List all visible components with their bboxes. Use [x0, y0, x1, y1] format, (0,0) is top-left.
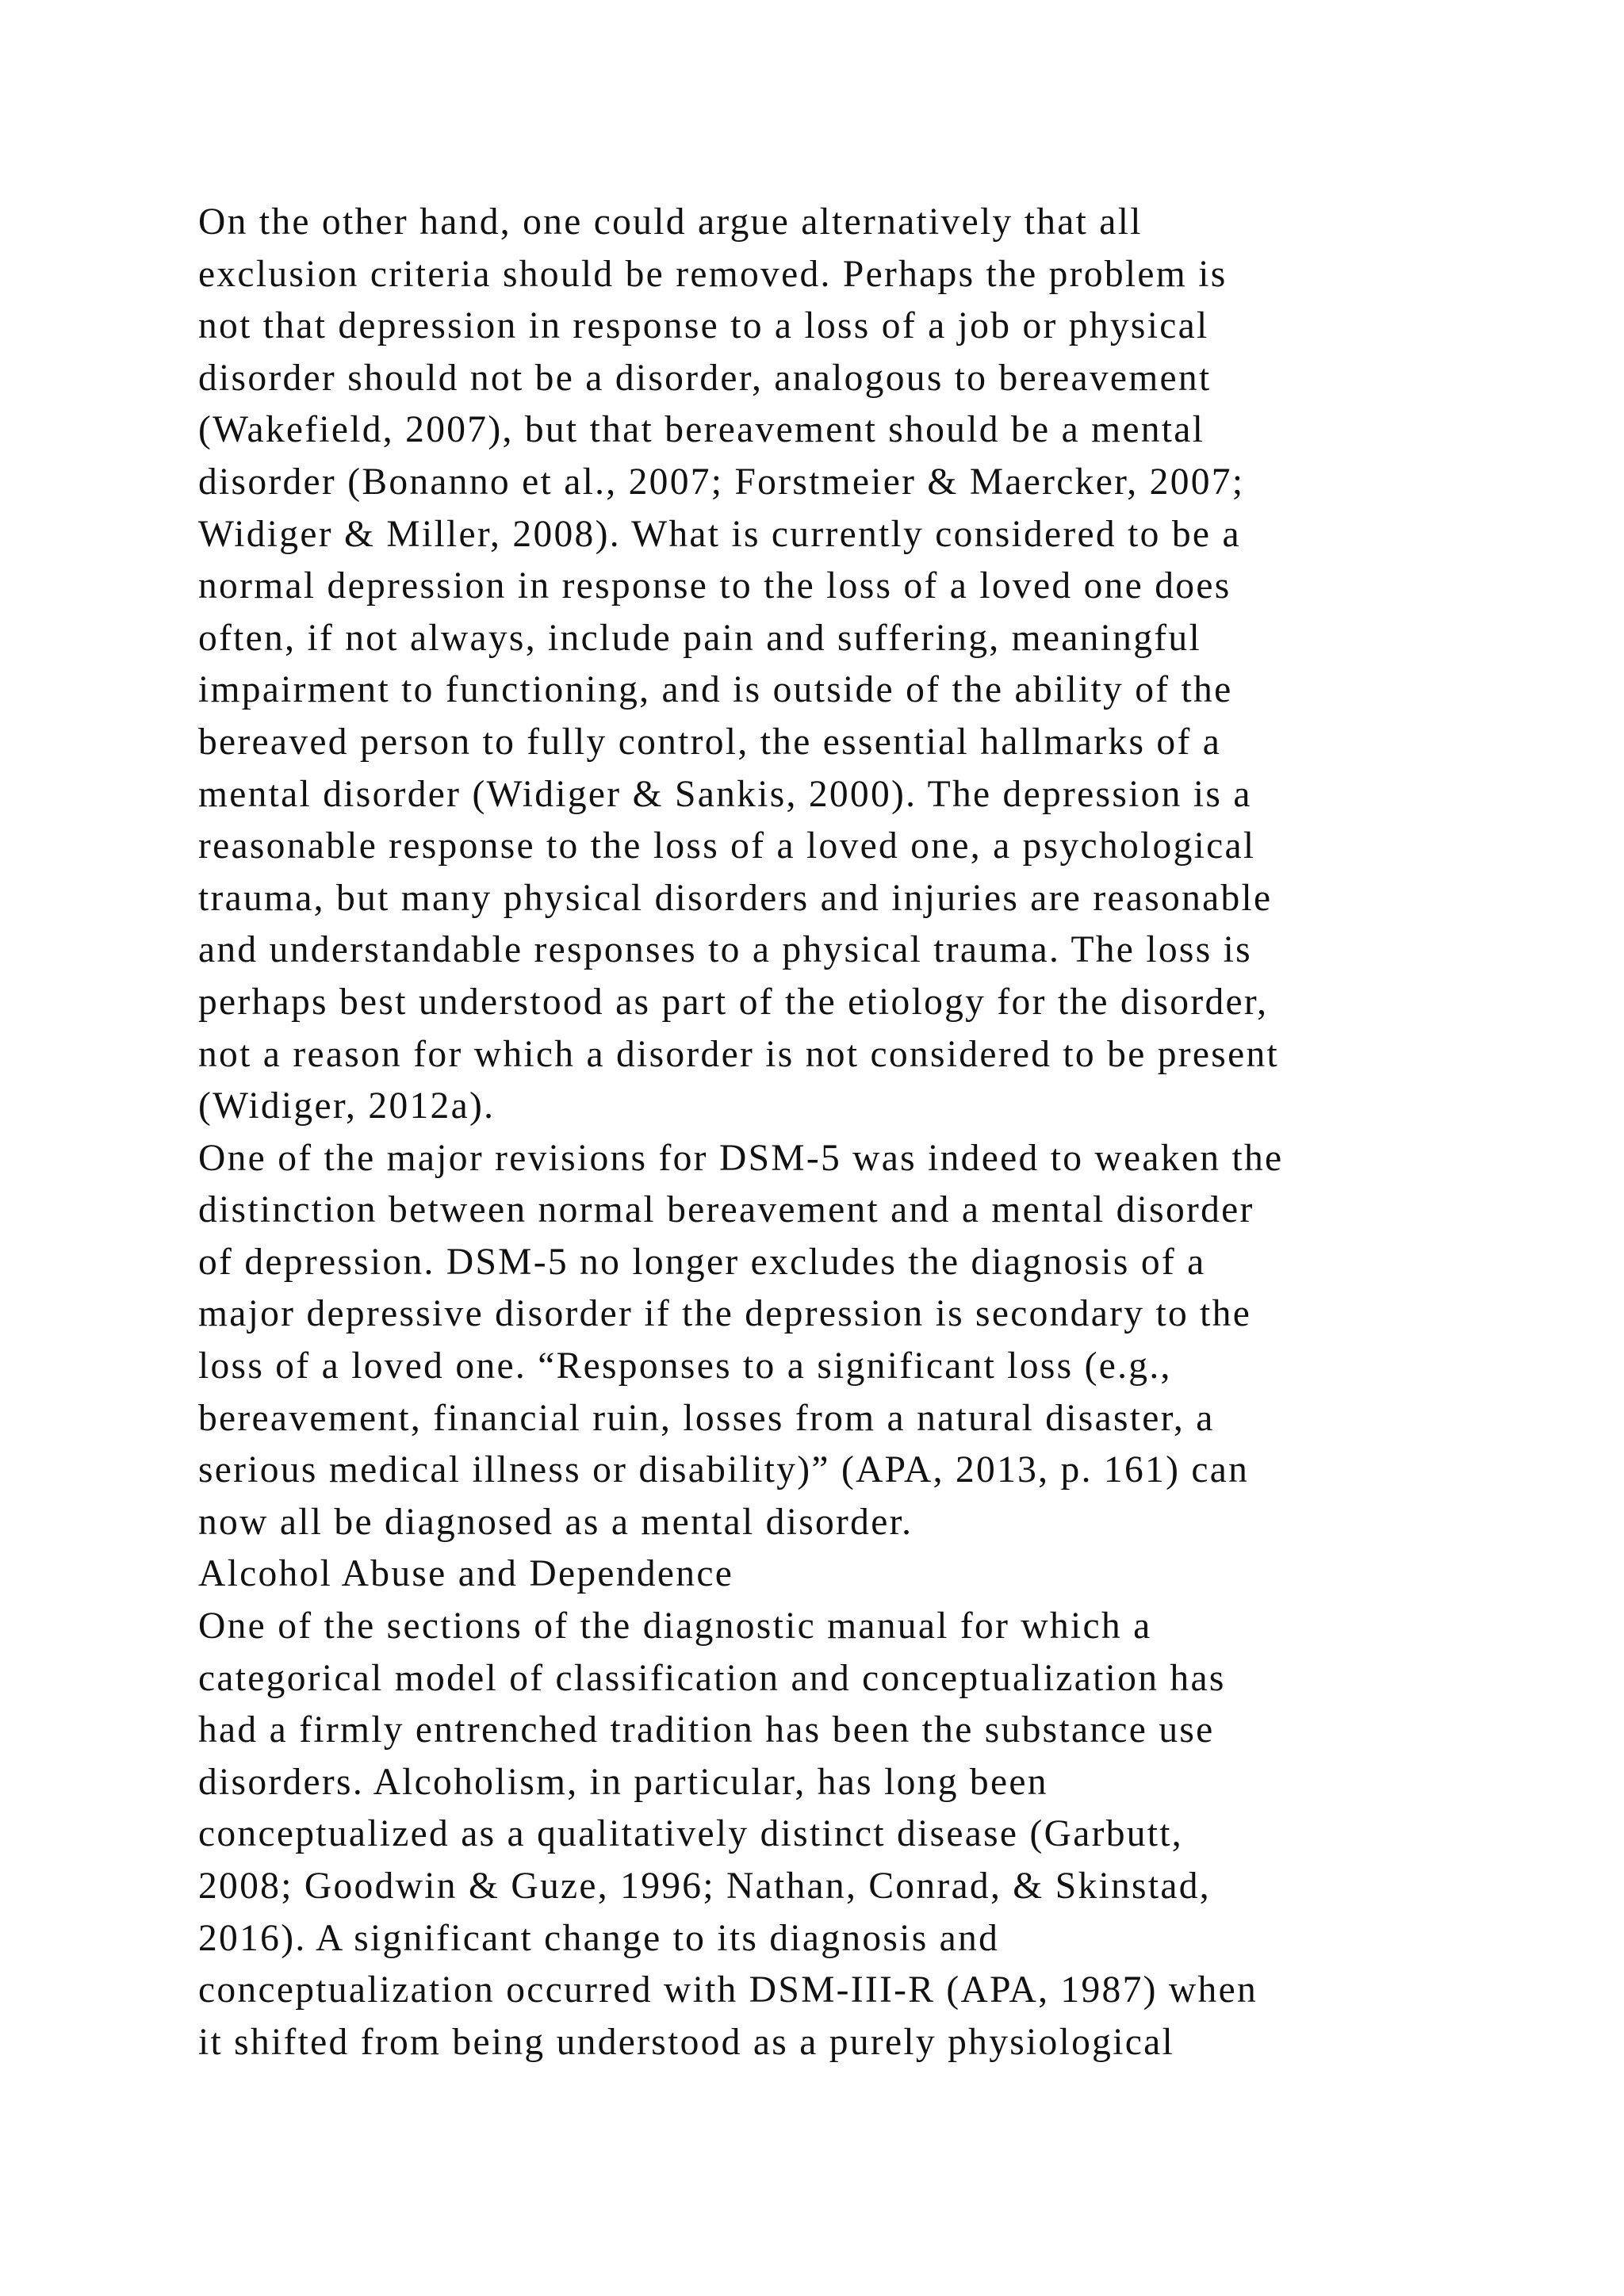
- text-line: distinction between normal bereavement and a mental disorder: [198, 1189, 1254, 1231]
- text-line: Widiger & Miller, 2008). What is currently considered to be a: [198, 513, 1241, 555]
- text-line: trauma, but many physical disorders and injuries are reasonable: [198, 877, 1273, 919]
- text-line: disorders. Alcoholism, in particular, has long been: [198, 1761, 1048, 1803]
- text-line: had a firmly entrenched tradition has been the substance use: [198, 1709, 1215, 1751]
- text-line: One of the major revisions for DSM-5 was indeed to weaken the: [198, 1137, 1284, 1179]
- text-line: categorical model of classification and conceptualization has: [198, 1657, 1226, 1699]
- text-line: mental disorder (Widiger & Sankis, 2000). The depression is a: [198, 773, 1252, 815]
- text-line: now all be diagnosed as a mental disorder.: [198, 1501, 914, 1543]
- text-line: exclusion criteria should be removed. Perhaps the problem is: [198, 253, 1228, 295]
- text-line: not a reason for which a disorder is not considered to be present: [198, 1033, 1280, 1075]
- text-line: disorder should not be a disorder, analogous to bereavement: [198, 357, 1212, 399]
- text-line: and understandable responses to a physical trauma. The loss is: [198, 929, 1252, 971]
- text-line: it shifted from being understood as a purely physiological: [198, 2021, 1174, 2063]
- text-line: On the other hand, one could argue alternatively that all: [198, 201, 1143, 243]
- text-line: bereavement, financial ruin, losses from a natural disaster, a: [198, 1397, 1215, 1439]
- text-line: perhaps best understood as part of the etiology for the disorder,: [198, 981, 1269, 1023]
- text-line: often, if not always, include pain and suffering, meaningful: [198, 617, 1201, 659]
- text-line: (Widiger, 2012a).: [198, 1085, 496, 1127]
- text-line: bereaved person to fully control, the essential hallmarks of a: [198, 721, 1222, 763]
- section-heading: Alcohol Abuse and Dependence: [198, 1553, 734, 1595]
- text-line: reasonable response to the loss of a loved one, a psychological: [198, 825, 1256, 867]
- text-line: 2016). A significant change to its diagnosis and: [198, 1917, 1000, 1959]
- text-line: of depression. DSM-5 no longer excludes the diagnosis of a: [198, 1241, 1206, 1283]
- text-line: normal depression in response to the loss of a loved one does: [198, 565, 1231, 607]
- text-line: loss of a loved one. “Responses to a significant loss (e.g.,: [198, 1345, 1172, 1387]
- text-line: impairment to functioning, and is outside of the ability of the: [198, 669, 1233, 711]
- text-line: disorder (Bonanno et al., 2007; Forstmeier & Maercker, 2007;: [198, 461, 1245, 503]
- text-line: not that depression in response to a loss of a job or physical: [198, 305, 1209, 347]
- text-line: major depressive disorder if the depression is secondary to the: [198, 1293, 1252, 1335]
- body-text: [198, 197, 1483, 2068]
- text-line: serious medical illness or disability)” (APA, 2013, p. 161) can: [198, 1449, 1250, 1491]
- text-line: 2008; Goodwin & Guze, 1996; Nathan, Conrad, & Skinstad,: [198, 1866, 1211, 1907]
- text-line: conceptualization occurred with DSM-III-R (APA, 1987) when: [198, 1969, 1258, 2011]
- text-line: One of the sections of the diagnostic manual for which a: [198, 1605, 1152, 1647]
- text-line: conceptualized as a qualitatively distinct disease (Garbutt,: [198, 1813, 1183, 1855]
- text-line: (Wakefield, 2007), but that bereavement should be a mental: [198, 409, 1205, 451]
